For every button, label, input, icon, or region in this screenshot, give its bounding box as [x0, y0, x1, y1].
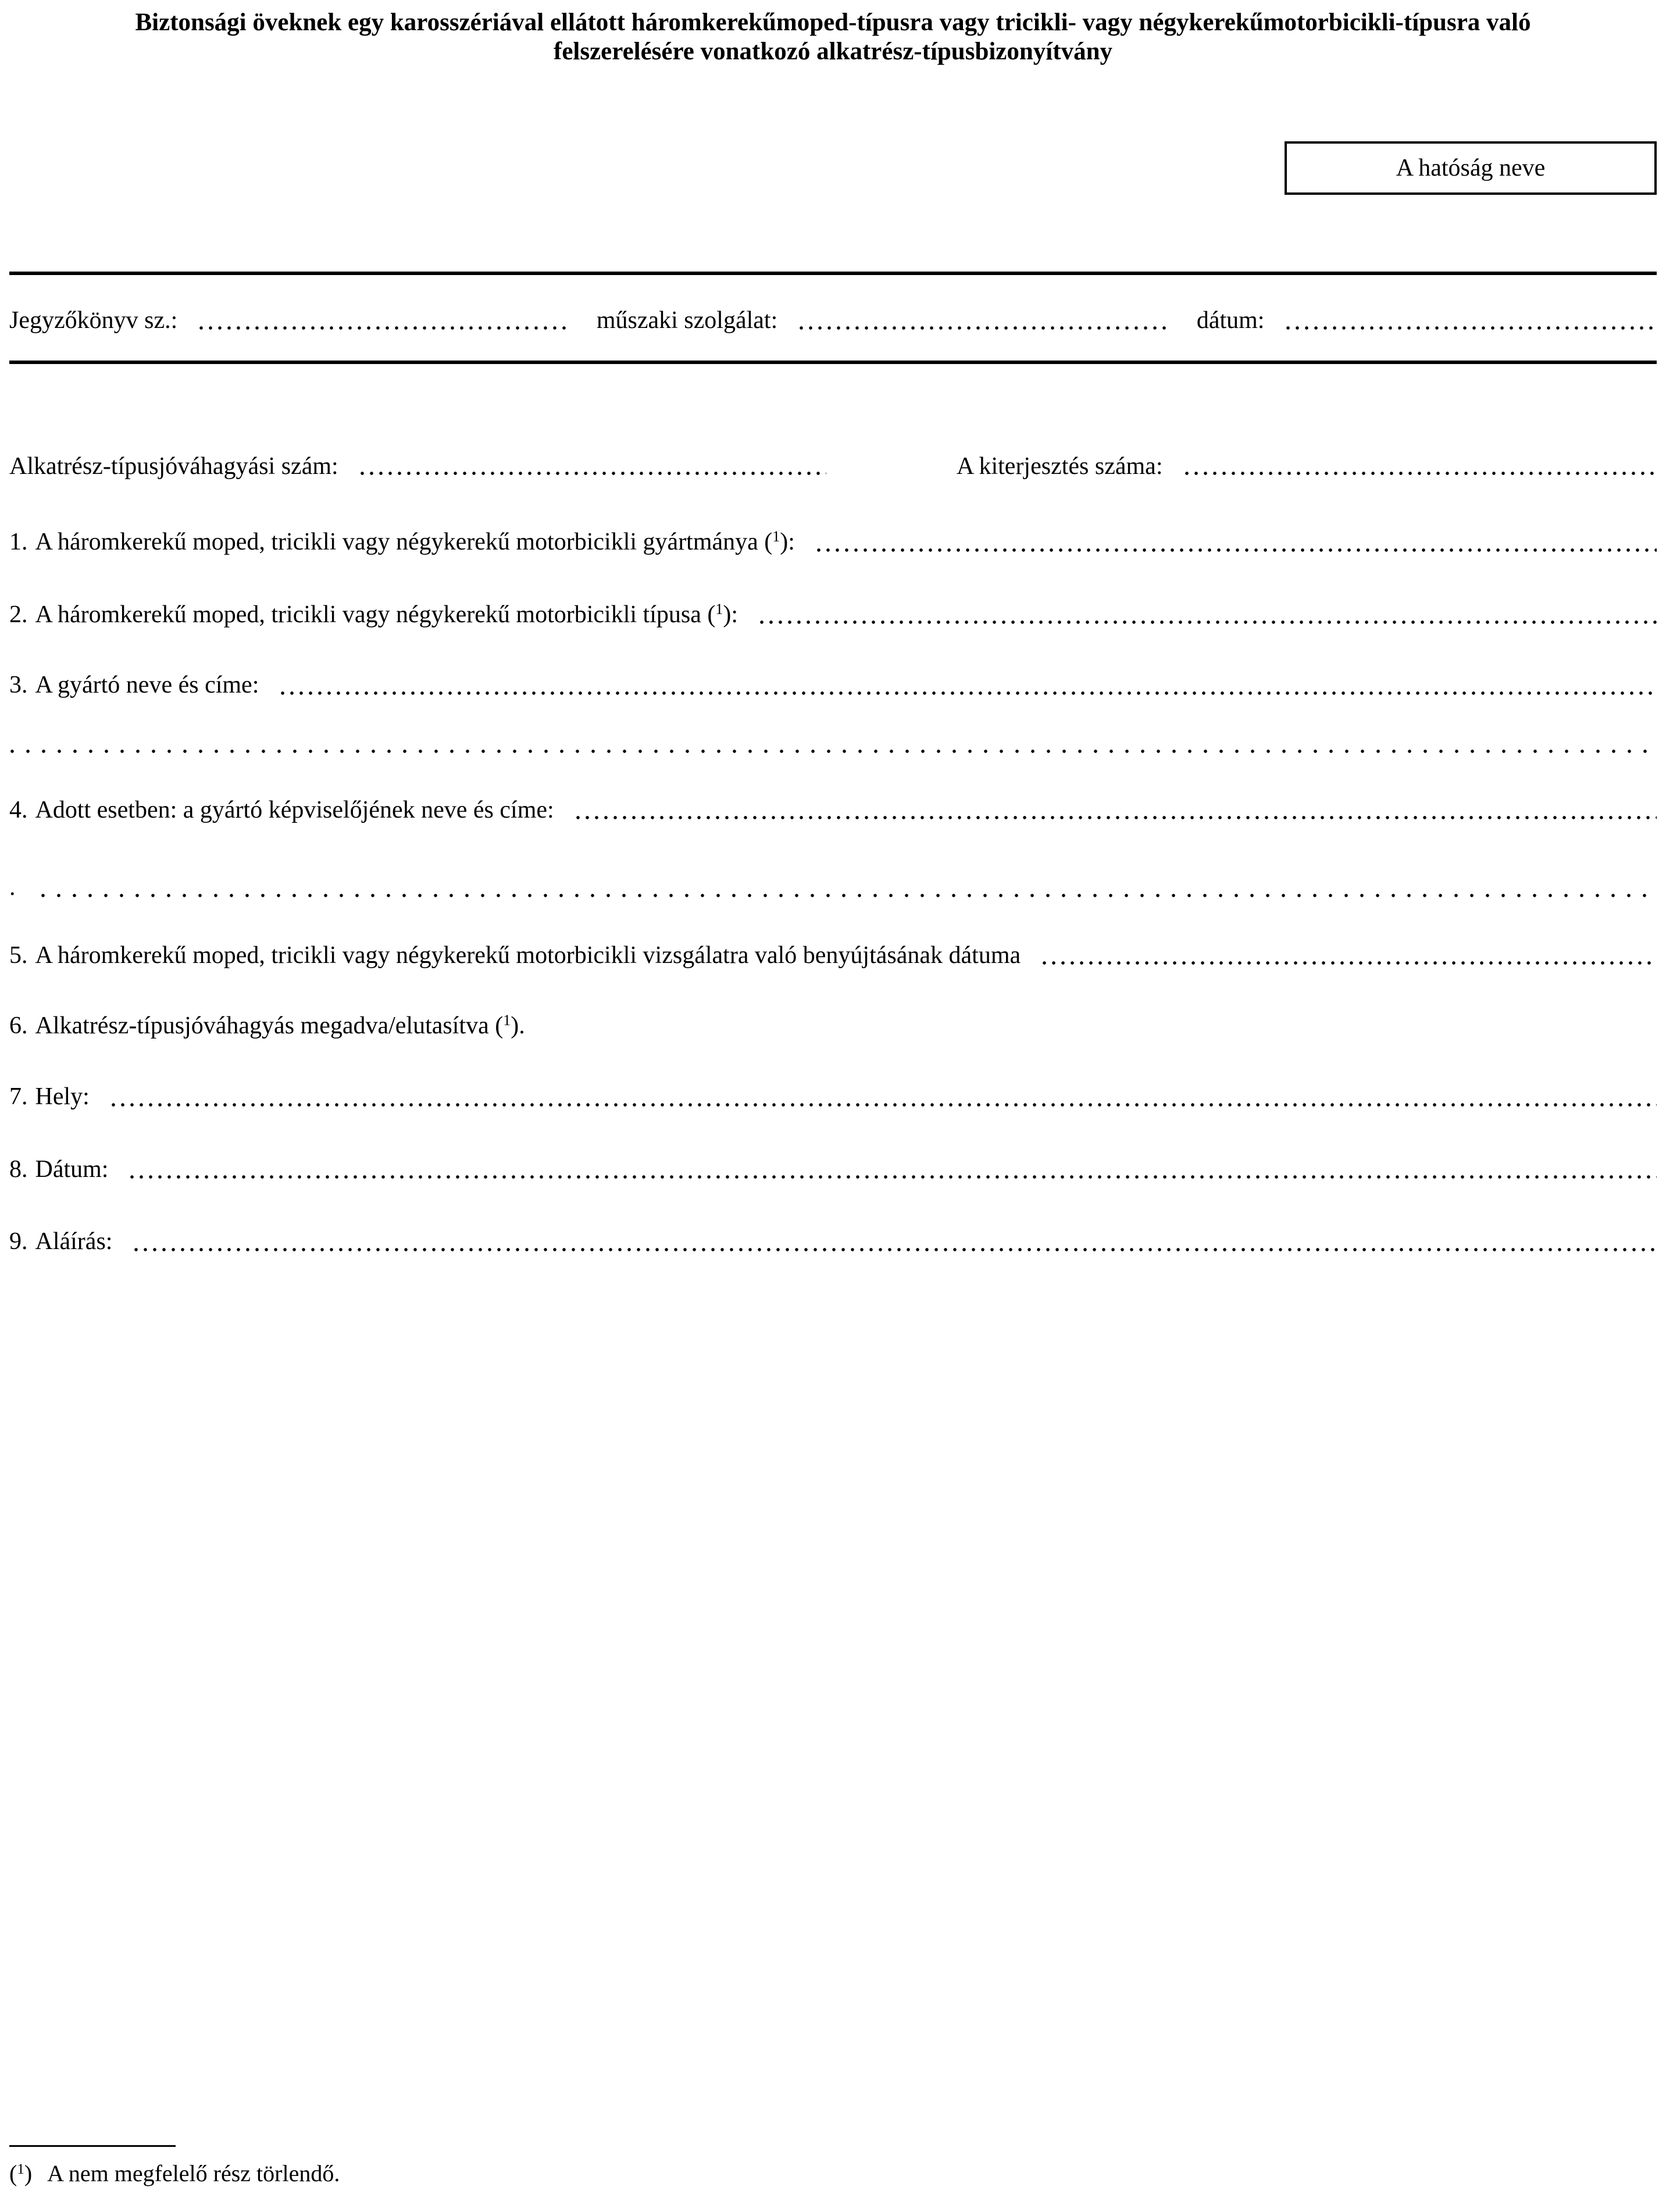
date-blank: [1286, 326, 1657, 330]
item-7-number: 7.: [9, 1083, 28, 1110]
date-label: dátum:: [1196, 306, 1265, 334]
item-1-label: A háromkerekű moped, tricikli vagy négykerekű motorbicikli gyártmánya ($^1$):: [35, 528, 795, 556]
item-9-number: 9.: [9, 1228, 28, 1255]
item-6-label: Alkatrész-típusjóváhagyás megadva/elutasítva ($^1$).: [35, 1012, 525, 1040]
footnote-text: A nem megfelelő rész törlendő.: [47, 2160, 340, 2186]
form-item-6: [9, 1012, 1657, 1041]
item-5-number: 5.: [9, 941, 28, 969]
form-item-3-continuation: [9, 750, 1657, 758]
item-5-label: A háromkerekű moped, tricikli vagy négykerekű motorbicikli vizsgálatra való benyújtásának dátuma: [35, 941, 1021, 969]
footnote: [9, 2160, 1657, 2187]
form-item-8: [9, 1155, 1657, 1185]
authority-name-label: A hatóság neve: [1396, 154, 1546, 181]
form-item-3: [9, 671, 1657, 700]
item-4-label: Adott esetben: a gyártó képviselőjének neve és címe:: [35, 796, 554, 823]
form-item-1: [9, 528, 1657, 557]
footnote-ref-mark: 1: [772, 528, 780, 545]
item-6-number: 6.: [9, 1012, 28, 1040]
item-7-label: Hely:: [35, 1083, 90, 1110]
item-1-number: 1.: [9, 529, 28, 556]
item-3-blank: [281, 691, 1657, 695]
item-9-label: Aláírás:: [35, 1228, 113, 1255]
separator-rule-top: [9, 272, 1657, 275]
item-8-label: Dátum:: [35, 1155, 109, 1183]
approval-number-row: [9, 452, 1657, 480]
item-5-blank: [1043, 961, 1657, 965]
item-1-blank: [817, 548, 1657, 552]
report-number-blank: [199, 326, 570, 330]
extension-number-cell: [957, 452, 1657, 480]
item-8-blank: [130, 1175, 1657, 1179]
page-title: [27, 8, 1639, 67]
extension-number-label: A kiterjesztés száma:: [956, 453, 1163, 480]
approval-number-blank: [361, 472, 826, 475]
protocol-row: [9, 306, 1657, 336]
footnote-rule: [9, 2145, 176, 2147]
footnote-marker: ($^1$): [9, 2160, 33, 2186]
item-3-continuation-blank: [10, 750, 1657, 753]
form-item-7: [9, 1083, 1657, 1112]
form-item-4: [9, 796, 1657, 825]
item-3-number: 3.: [9, 672, 28, 699]
form-item-5: [9, 941, 1657, 971]
footnote-ref-mark: 1: [715, 600, 723, 618]
item-9-blank: [134, 1248, 1657, 1251]
separator-rule-bottom: [9, 361, 1657, 364]
item-7-blank: [112, 1103, 1657, 1107]
item-3-label: A gyártó neve és címe:: [35, 672, 259, 699]
report-number-label: Jegyzőkönyv sz.:: [9, 306, 178, 334]
title-line-1: Biztonsági öveknek egy karosszériával ellátott háromkerekűmoped-típusra vagy tricikli- vagy négykerekűmotorbicikli-típusra való: [135, 9, 1531, 36]
form-item-2: [9, 601, 1657, 630]
item-4-continuation-lead-dot: .: [9, 874, 16, 901]
item-2-number: 2.: [9, 601, 28, 628]
title-line-2: felszerelésére vonatkozó alkatrész-típusbizonyítvány: [554, 38, 1112, 66]
authority-name-box: [1285, 141, 1657, 195]
item-2-blank: [760, 620, 1657, 624]
form-item-4-continuation: [9, 873, 1657, 902]
item-4-continuation-blank: [41, 894, 1657, 897]
item-4-number: 4.: [9, 796, 28, 823]
approval-number-label: Alkatrész-típusjóváhagyási szám:: [9, 453, 338, 480]
item-2-label: A háromkerekű moped, tricikli vagy négykerekű motorbicikli típusa ($^1$):: [35, 600, 739, 628]
approval-number-cell: [9, 452, 826, 480]
technical-service-label: műszaki szolgálat:: [596, 306, 778, 334]
footnote-ref-mark: 1: [503, 1012, 511, 1029]
form-item-9: [9, 1228, 1657, 1257]
technical-service-blank: [800, 326, 1170, 330]
item-4-blank: [576, 816, 1657, 819]
extension-number-blank: [1185, 472, 1657, 475]
item-8-number: 8.: [9, 1155, 28, 1183]
